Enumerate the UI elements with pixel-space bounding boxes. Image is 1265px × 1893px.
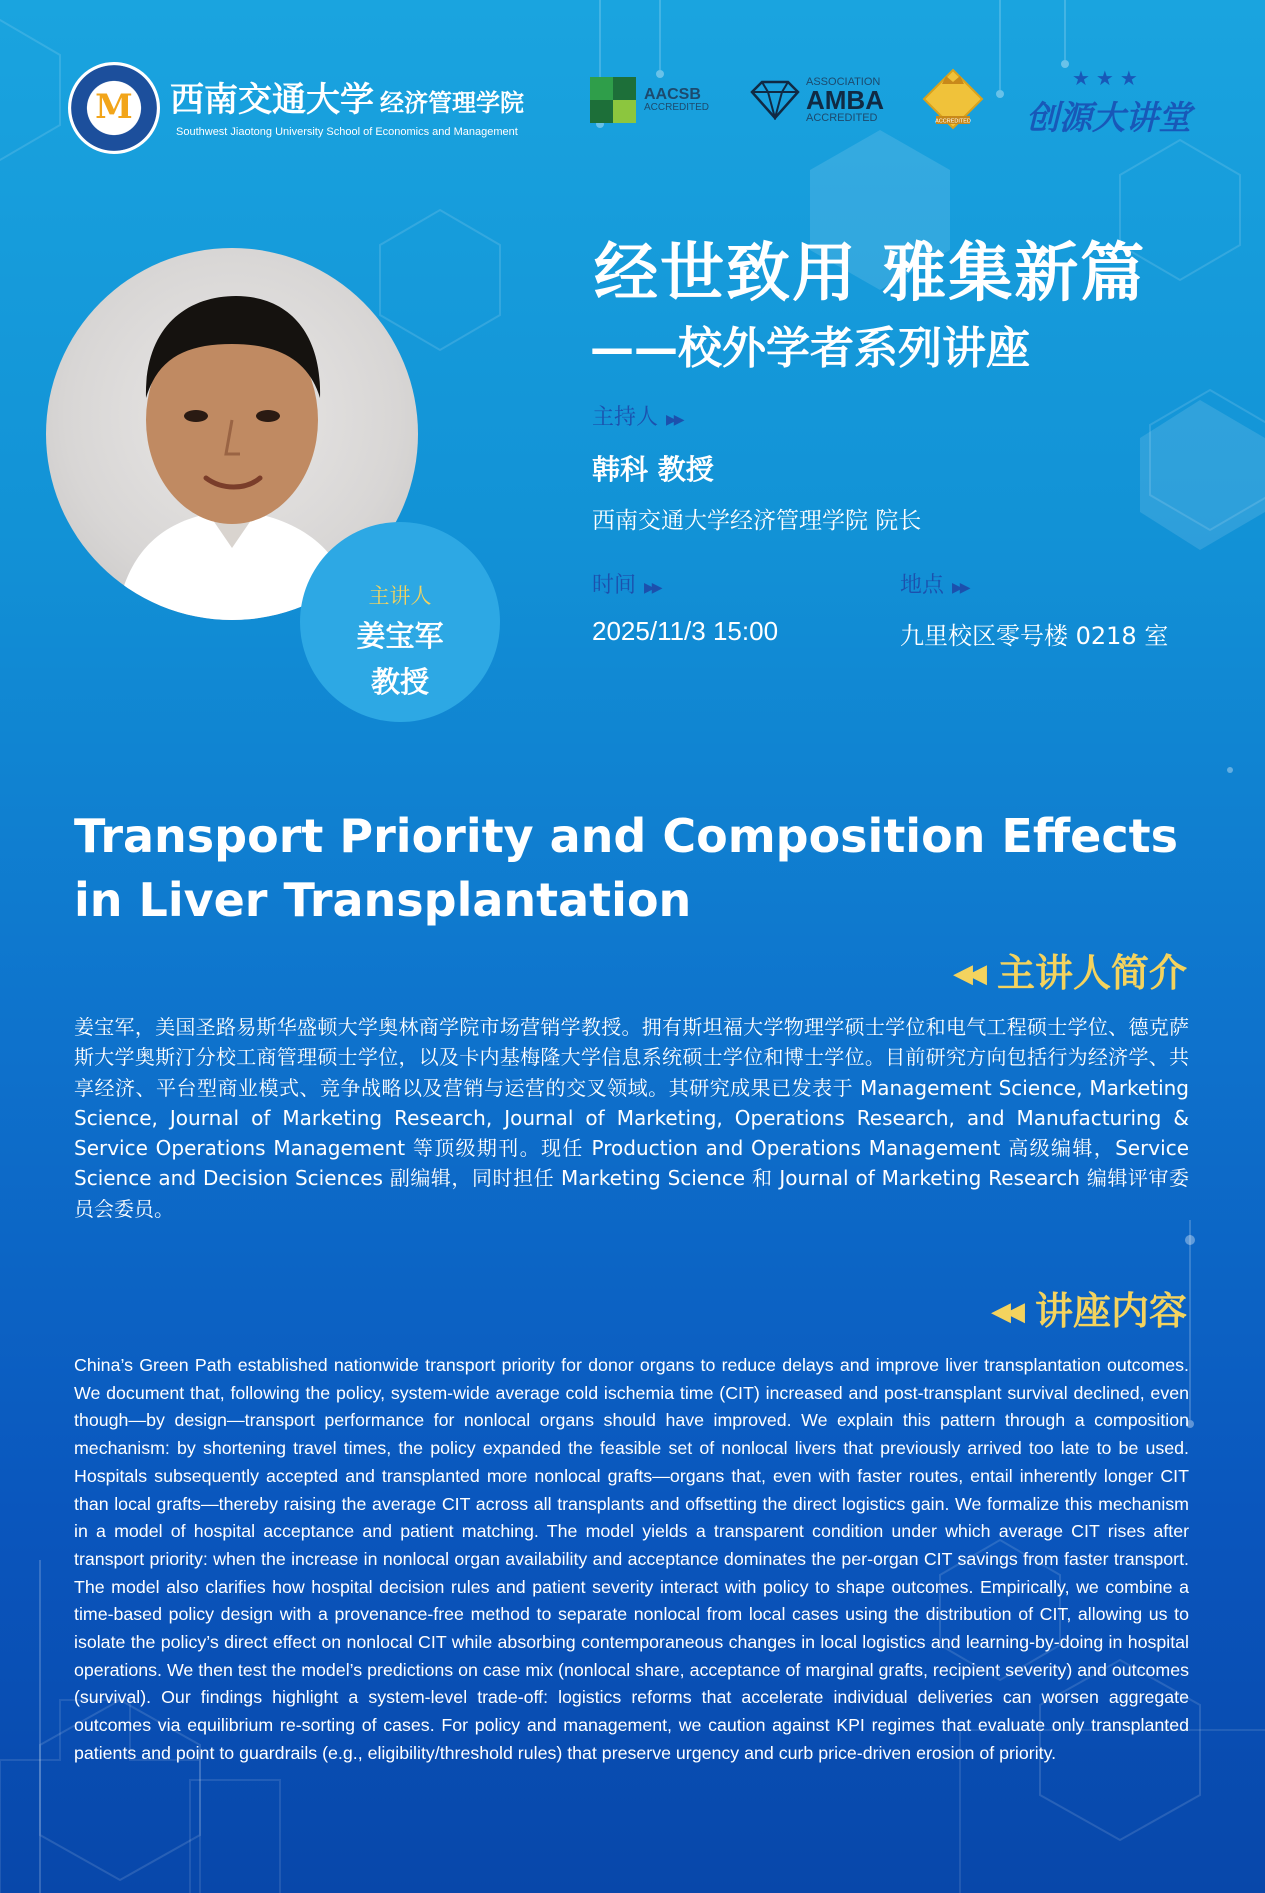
talk-title: Transport Priority and Composition Effects in Liver Transplantation: [74, 809, 1178, 927]
series-brand: 创源大讲堂: [1026, 98, 1191, 137]
host-label-text: 主持人: [592, 405, 659, 430]
bio-heading: [953, 942, 1187, 997]
university-name: [170, 72, 524, 121]
place-label-text: 地点: [900, 573, 945, 598]
double-arrow-left-icon: ◀◀: [990, 1297, 1019, 1327]
event-title: 经世致用 雅集新篇: [594, 237, 1147, 311]
event-subtitle: ——校外学者系列讲座: [590, 323, 1030, 374]
bio-heading-text: 主讲人简介: [996, 951, 1187, 995]
time-label-text: 时间: [592, 573, 637, 598]
aacsb-sub: ACCREDITED: [644, 102, 710, 113]
talk-abstract: China’s Green Path established nationwide transport priority for donor organs to reduce delays and improve liver transplantation outcomes. We document that, following the policy, system-wide average cold ischemia time (CIT) increased and post-transplant survival declined, even though—by design—transport performance for nonlocal organs should have improved. We explain this pattern through a composition mechanism: by shortening travel times, the policy expanded the feasible set of nonlocal livers that previously arrived too late to be used. Hospitals subsequently accepted and transplanted more nonlocal grafts—organs that, even with faster routes, entail inherently longer CIT than local grafts—thereby raising the average CIT across all transplants and offsetting the direct logistics gain. We formalize this mechanism in a model of hospital acceptance and patient matching. The model yields a transparent condition under which average CIT rises after transport priority: when the increase in nonlocal organ availability and acceptance dominates the per-organ CIT savings from faster transport. The model also clarifies how hospital decision rules and patient severity interact with policy to shape outcomes. Empirically, we combine a time-based policy design with a provenance-free method to separate nonlocal from local cases using the distribution of CIT, allowing us to isolate the policy’s direct effect on nonlocal CIT while absorbing contemporaneous changes in local logistics and learning-by-doing in hospital operations. We then test the model’s predictions on case mix (nonlocal share, acceptance of marginal grafts, recipient severity) and outcomes (survival). Our findings highlight a system-level trade-off: logistics reforms that accelerate individual deliveries can worsen aggregate outcomes via equilibrium re-sorting of cases. For policy and management, we caution against KPI regimes that evaluate only transplanted patients and point to guardrails (e.g., eligibility/threshold rules) that preserve urgency and curb price-driven erosion of priority.: [74, 1355, 1189, 1763]
double-arrow-right-icon: ▶▶: [952, 580, 968, 596]
abstract-heading: [991, 1280, 1187, 1335]
amba-top: ASSOCIATION: [806, 76, 881, 88]
bga-sub: ACCREDITED: [935, 118, 971, 125]
double-arrow-left-icon: ◀◀: [952, 959, 981, 989]
amba-logo: [748, 72, 884, 128]
time-label: [592, 568, 660, 599]
aacsb-name: AACSB: [644, 86, 701, 103]
university-name-cn: 西南交通大学: [170, 80, 374, 120]
place-label: [900, 568, 968, 599]
host-label: [592, 400, 682, 431]
university-name-en: Southwest Jiaotong University School of Economics and Management: [176, 126, 518, 138]
abstract-heading-text: 讲座内容: [1034, 1289, 1187, 1333]
speaker-title: 教授: [370, 665, 429, 699]
star-icons: ★★★: [1072, 66, 1144, 90]
amba-name: AMBA: [806, 85, 884, 115]
double-arrow-right-icon: ▶▶: [644, 580, 660, 596]
aacsb-logo: [590, 72, 709, 128]
event-time: 2025/11/3 15:00: [592, 616, 779, 646]
bga-badge-logo: [922, 66, 984, 132]
host-title: 西南交通大学经济管理学院 院长: [592, 508, 922, 534]
diamond-icon: [748, 80, 802, 120]
aacsb-mark-icon: [590, 77, 636, 123]
speaker-bio: 姜宝军，美国圣路易斯华盛顿大学奥林商学院市场营销学教授。拥有斯坦福大学物理学硕士学位和电气工程硕士学位、德克萨斯大学奥斯汀分校工商管理硕士学位，以及卡内基梅隆大学信息系统硕士学位和博士学位。目前研究方向包括行为经济学、共享经济、平台型商业模式、竞争战略以及营销与运营的交叉领域。其研究成果已发表于 Management Science, Marketing Science, Journal of Marketing Research, Journal of Marketing, Operations Research, and Manufacturing & Service Operations Management 等顶级期刊。现任 Production and Operations Management 高级编辑，Service Science and Decision Sciences 副编辑，同时担任 Marketing Science 和 Journal of Marketing Research 编辑评审委员会委员。: [74, 1015, 1189, 1221]
event-place: 九里校区零号楼 0218 室: [900, 622, 1169, 650]
speaker-name: 姜宝军: [356, 619, 444, 653]
university-seal-logo: M: [68, 62, 160, 154]
amba-sub: ACCREDITED: [806, 112, 878, 124]
speaker-role: 主讲人: [368, 584, 432, 608]
double-arrow-right-icon: ▶▶: [666, 412, 682, 428]
host-name: 韩科 教授: [592, 453, 714, 486]
speaker-badge: [300, 522, 500, 722]
school-name-cn: 经济管理学院: [380, 89, 524, 117]
